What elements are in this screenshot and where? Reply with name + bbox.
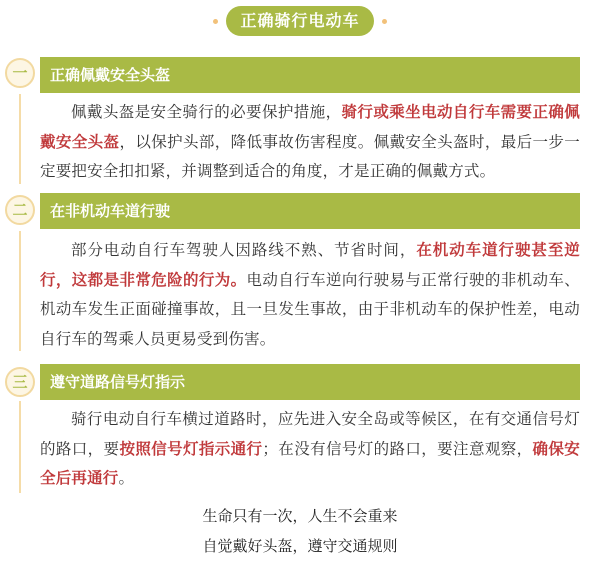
body-highlight: 确保安全后再通行 bbox=[40, 439, 580, 487]
section-number-badge: 二 bbox=[5, 195, 35, 225]
body-text: ；在没有信号灯的路口，要注意观察， bbox=[262, 439, 533, 458]
body-text: ，以保护头部，降低事故伤害程度。佩戴安全头盔时，最后一步一定要把安全扣扣紧，并调整到适合的角度，才是正确的佩戴方式。 bbox=[40, 132, 580, 180]
left-dot-decoration bbox=[213, 19, 218, 24]
section-number-badge: 三 bbox=[5, 367, 35, 397]
body-text: 骑行电动自行车横过道路时，应先进入安全岛或等候区，在有交通信号灯的路口，要 bbox=[40, 410, 580, 458]
section-number-badge: 一 bbox=[5, 58, 35, 88]
body-highlight: 在机动车道行驶甚至逆行，这都是非常危险的行为。 bbox=[40, 241, 580, 289]
section-heading: 在非机动车道行驶 bbox=[40, 193, 580, 229]
section-body bbox=[40, 405, 580, 494]
section-body bbox=[40, 236, 580, 354]
section-body bbox=[40, 98, 580, 187]
body-highlight: 骑行或乘坐电动自行车需要正确佩戴安全头盔 bbox=[40, 103, 580, 151]
footer-slogan bbox=[0, 503, 600, 560]
body-text: 佩戴头盔是安全骑行的必要保护措施， bbox=[71, 103, 342, 121]
section-heading: 正确佩戴安全头盔 bbox=[40, 57, 580, 93]
section-vertical-line bbox=[19, 401, 21, 493]
body-text: 。 bbox=[118, 469, 135, 487]
right-dot-decoration bbox=[382, 19, 387, 24]
slogan-line-1: 生命只有一次，人生不会重来 bbox=[202, 507, 398, 525]
page-title: 正确骑行电动车 bbox=[226, 6, 373, 36]
body-highlight: 按照信号灯指示通行 bbox=[119, 439, 263, 458]
body-text: 部分电动自行车驾驶人因路线不熟、节省时间， bbox=[71, 241, 417, 259]
section-vertical-line bbox=[19, 94, 21, 184]
slogan-line-2: 自觉戴好头盔，遵守交通规则 bbox=[202, 537, 398, 555]
page-title-banner bbox=[0, 6, 600, 36]
section-heading: 遵守道路信号灯指示 bbox=[40, 364, 580, 400]
body-text: 电动自行车逆向行驶易与正常行驶的非机动车、机动车发生正面碰撞事故，且一旦发生事故，由于非机动车的保护性差，电动自行车的驾乘人员更易受到伤害。 bbox=[40, 270, 580, 348]
section-vertical-line bbox=[19, 231, 21, 351]
